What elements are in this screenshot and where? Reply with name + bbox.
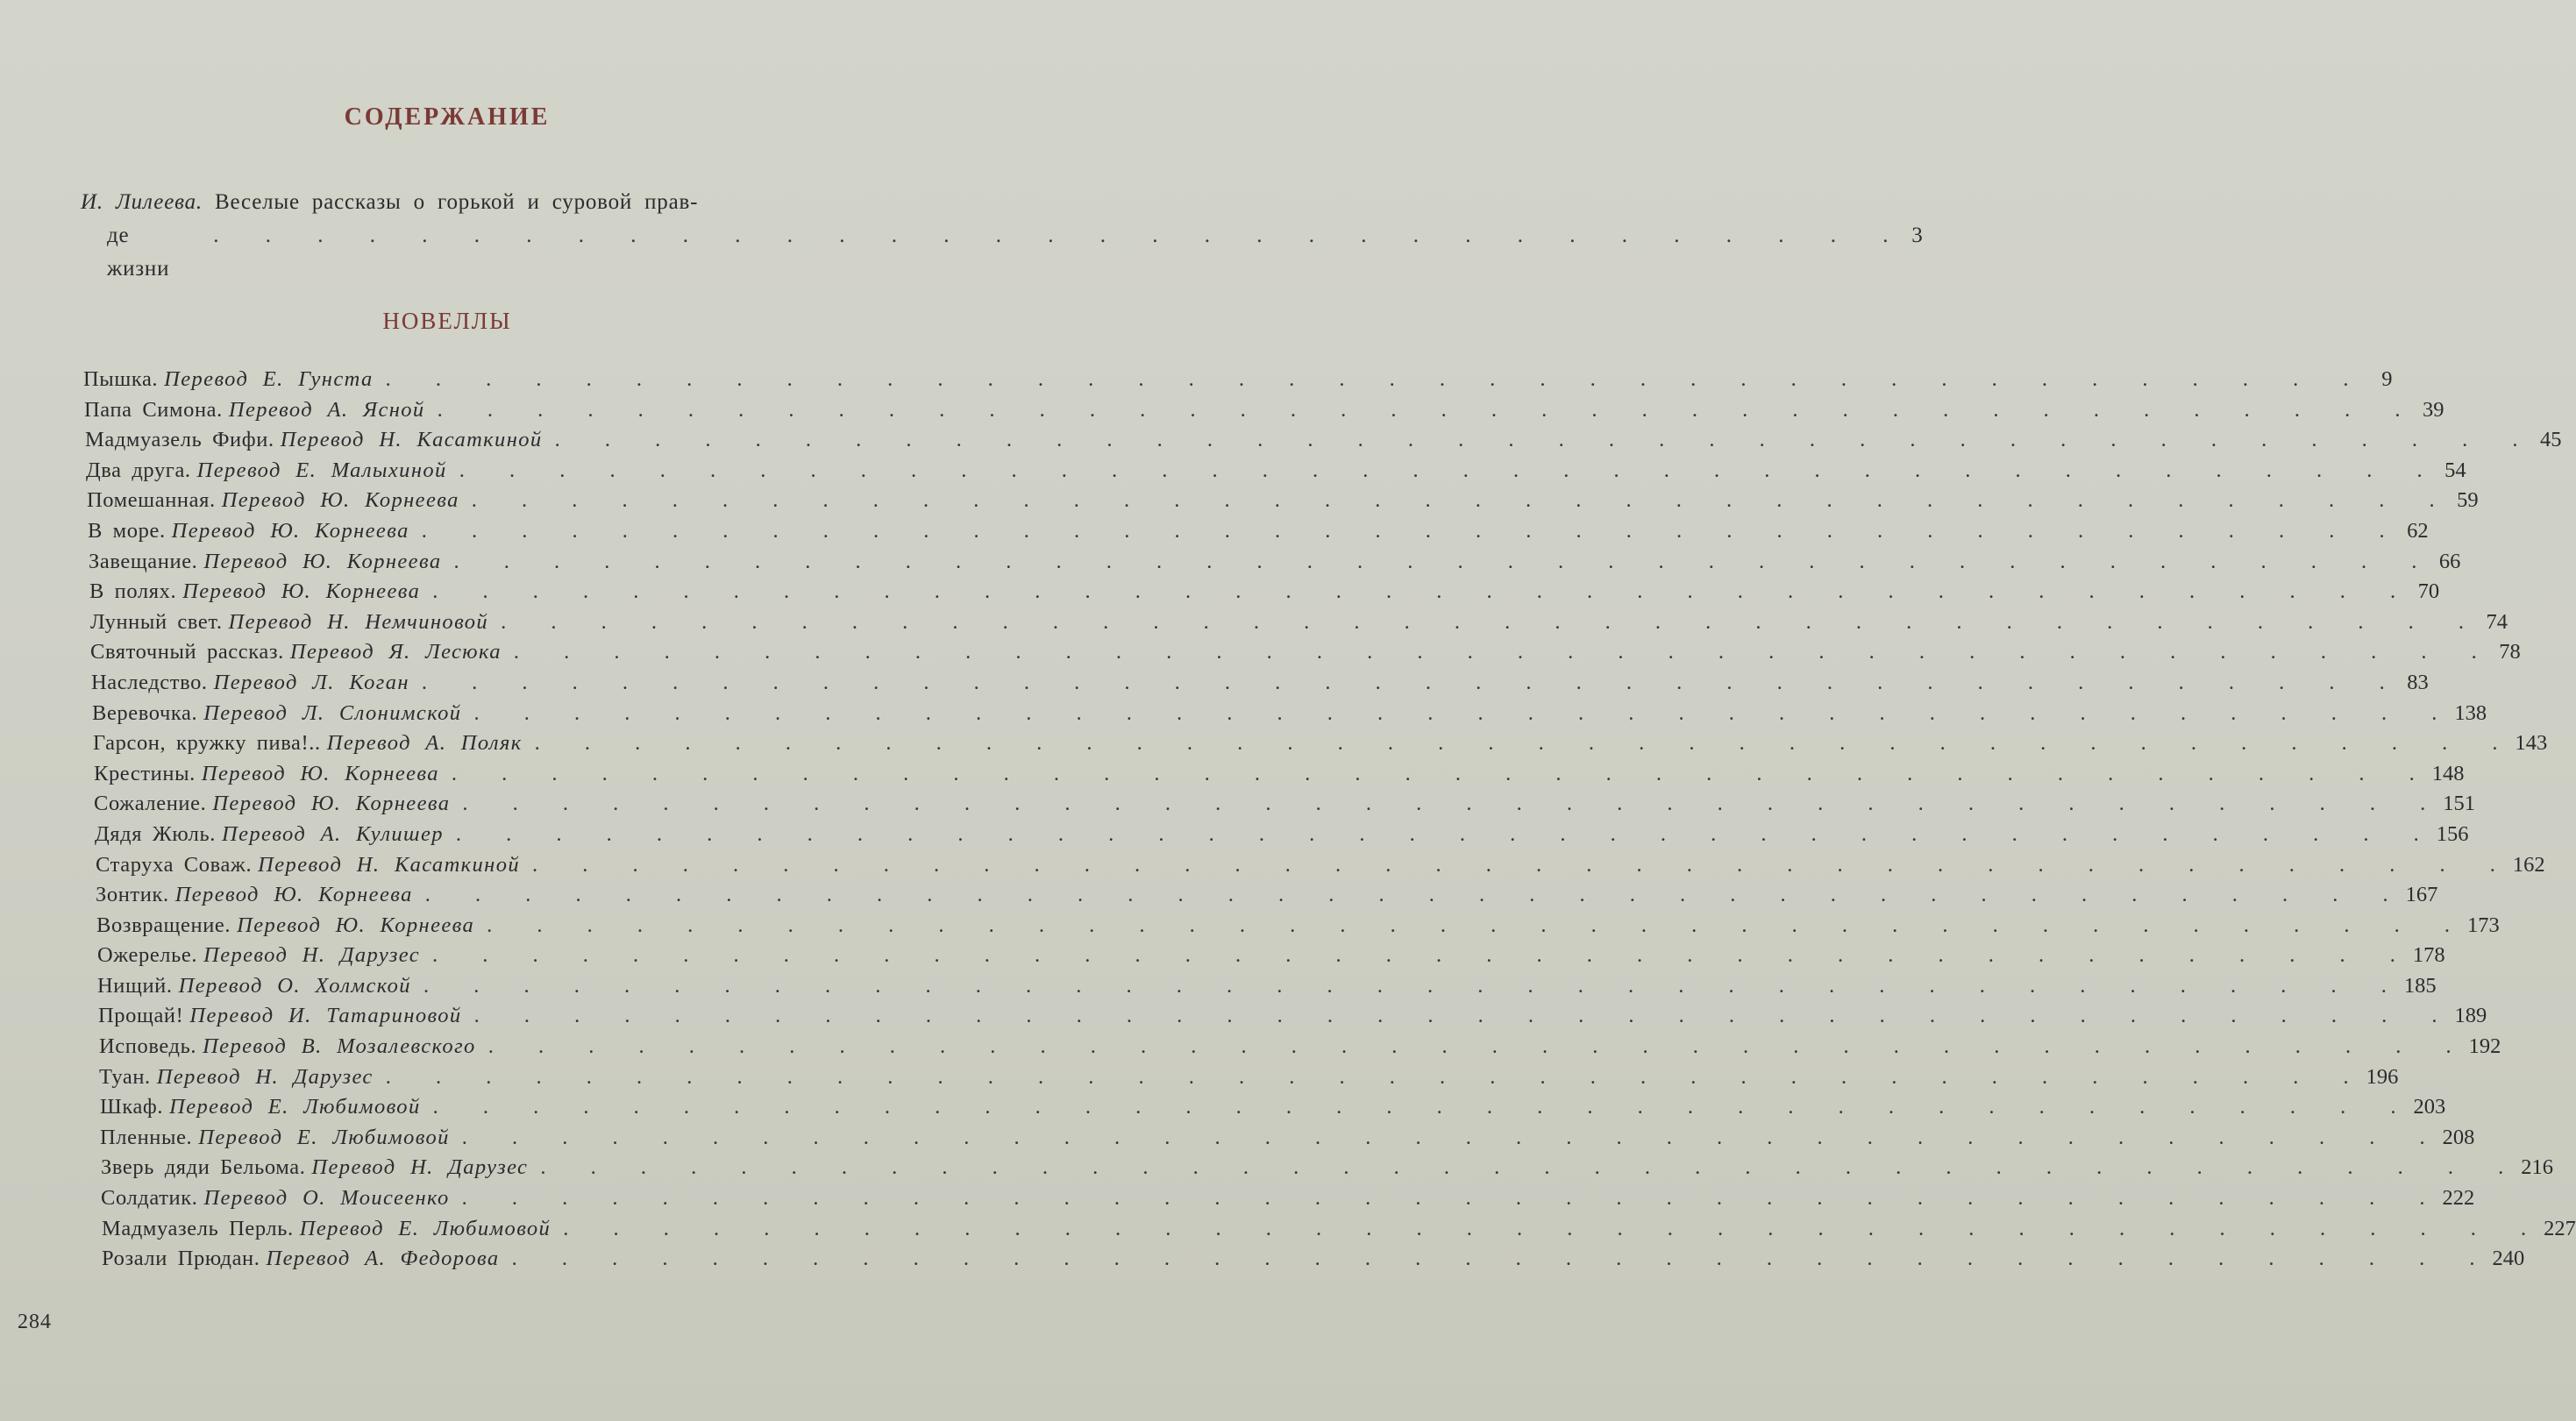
toc-entry xyxy=(83,1247,2525,1277)
entry-translator: Перевод Е. Любимовой xyxy=(198,1125,450,1149)
entry-page-number: 148 xyxy=(2431,761,2465,785)
entry-title: Солдатик. xyxy=(101,1186,198,1211)
entry-title: Возвращение. xyxy=(96,913,231,937)
dot-leader: . . . . . . . . . . . . . . . . . . . . . . . . . . . . . . . . . . . . . . . . xyxy=(437,397,2418,422)
toc-entry xyxy=(83,1186,2475,1217)
entry-page-number: 240 xyxy=(2492,1247,2525,1271)
entry-title: Старуха Соваж. xyxy=(96,852,253,877)
dot-leader: . . . . . . . . . . . . . . . . . . . . . . . . . . . . . . . . . . . . . . . . xyxy=(432,943,2413,968)
entry-translator: Перевод Н. Немчиновой xyxy=(228,609,489,634)
dot-leader: . . . . . . . . . . . . . . . . . . . . . . . . . . . . . . . . . . . . . . . . xyxy=(432,579,2414,604)
toc-entry xyxy=(83,792,2475,822)
toc-entry xyxy=(83,640,2521,671)
toc-entry xyxy=(83,1034,2501,1065)
dot-leader: . . . . . . . . . . . . . . . . . . . . . . . . . . . . . . . . . . . . . . . . xyxy=(462,792,2444,816)
toc-entry xyxy=(83,852,2545,884)
entry-translator: Перевод А. Кулишер xyxy=(222,821,444,846)
section-title: НОВЕЛЛЫ xyxy=(382,308,512,334)
entry-translator: Перевод Я. Лесюка xyxy=(289,640,502,664)
entry-translator: Перевод О. Холмской xyxy=(178,973,411,998)
toc-entry xyxy=(83,1155,2553,1186)
dot-leader: . . . . . . . . . . . . . . . . . . . . . . . . . . . . . . . . . . . . . . . . xyxy=(461,1125,2443,1149)
toc-entry xyxy=(83,943,2445,974)
entry-translator: Перевод Л. Коган xyxy=(213,670,409,694)
dot-leader: . . . . . . . . . . . . . . . . . . . . . . . . . . . . . . . . . . . . . . . . xyxy=(540,1155,2522,1180)
intro-line-2 xyxy=(81,219,1924,286)
entry-translator: Перевод Ю. Корнеева xyxy=(174,883,413,907)
dot-leader: . . . . . . . . . . . . . . . . . . . . . . . . . . . . . . . . . . . . . . . . xyxy=(511,1247,2493,1271)
entry-page-number: 59 xyxy=(2457,488,2479,513)
entry-page-number: 143 xyxy=(2515,731,2548,756)
entry-title: Помешанная. xyxy=(87,488,216,513)
entry-title: Туан. xyxy=(99,1064,151,1089)
entry-translator: Перевод Ю. Корнеева xyxy=(221,488,459,513)
entry-title: Сожаление. xyxy=(94,792,207,816)
dot-leader: . . . . . . . . . . . . . . . . . . . . . . . . . . . . . . . . . . . . . . . . xyxy=(473,1004,2455,1028)
intro-author: И. Лилеева. xyxy=(81,190,203,214)
entry-page-number: 227 xyxy=(2544,1216,2576,1240)
entry-translator: Перевод Е. Малыхиной xyxy=(196,458,447,482)
entry-translator: Перевод Н. Касаткиной xyxy=(258,852,521,877)
entry-translator: Перевод Л. Слонимской xyxy=(203,700,462,725)
page-title: СОДЕРЖАНИЕ xyxy=(344,103,551,131)
dot-leader: . . . . . . . . . . . . . . . . . . . . . . . . . . . . . . . . . . . . . . . . xyxy=(421,518,2402,543)
entry-title: Прощай! xyxy=(98,1004,184,1028)
dot-leader: . . . . . . . . . . . . . . . . . . . . . . . . . . . . . . . . . . . . . . . . xyxy=(423,973,2404,998)
toc-entry xyxy=(83,549,2461,580)
toc-entry xyxy=(83,1064,2399,1096)
entry-title: Зонтик. xyxy=(96,883,169,907)
dot-leader: . . . . . . . . . . . . . . . . . . . . . . . . . . . . . . . . . . . . . . . . xyxy=(424,883,2406,907)
dot-leader: . . . . . . . . . . . . . . . . . . . . . . . . . . . . . . . . . . . . . . . . xyxy=(532,852,2513,877)
entry-translator: Перевод Ю. Корнеева xyxy=(203,549,442,573)
entry-page-number: 178 xyxy=(2412,943,2445,968)
toc-entry xyxy=(83,670,2429,701)
entry-title: Шкаф. xyxy=(100,1095,164,1119)
dot-leader: . . . . . . . . . . . . . . . . . . . . . . . . . . . . . . . . . xyxy=(213,224,1906,247)
toc-entry xyxy=(83,518,2429,550)
entry-page-number: 156 xyxy=(2436,821,2469,846)
entry-title: Пленные. xyxy=(100,1125,193,1149)
entry-title: Два друга. xyxy=(86,458,191,482)
entry-page-number: 216 xyxy=(2521,1155,2553,1180)
entry-title: Крестины. xyxy=(94,761,196,785)
intro-page-number: 3 xyxy=(1911,224,1924,247)
dot-leader: . . . . . . . . . . . . . . . . . . . . . . . . . . . . . . . . . . . . . . . . xyxy=(501,609,2481,634)
entry-title: Мадмуазель Перль. xyxy=(102,1216,294,1240)
dot-leader: . . . . . . . . . . . . . . . . . . . . . . . . . . . . . . . . . . . . . . . . xyxy=(432,1095,2414,1119)
dot-leader: . . . . . . . . . . . . . . . . . . . . . . . . . . . . . . . . . . . . . . . . xyxy=(421,670,2402,694)
entry-title: Розали Прюдан. xyxy=(102,1247,260,1271)
dot-leader: . . . . . . . . . . . . . . . . . . . . . . . . . . . . . . . . . . . . . . . . xyxy=(473,700,2455,725)
entry-title: Лунный свет. xyxy=(90,609,223,634)
toc-entry xyxy=(83,883,2438,913)
entry-page-number: 78 xyxy=(2499,640,2521,664)
entry-translator: Перевод А. Федорова xyxy=(266,1247,500,1271)
entry-title: Святочный рассказ. xyxy=(90,640,284,664)
entry-page-number: 162 xyxy=(2512,852,2545,877)
entry-page-number: 189 xyxy=(2454,1004,2487,1028)
dot-leader: . . . . . . . . . . . . . . . . . . . . . . . . . . . . . . . . . . . . . . . . xyxy=(385,1064,2366,1089)
entry-title: В море. xyxy=(88,518,166,543)
entry-translator: Перевод В. Мозалевского xyxy=(203,1034,476,1059)
entry-page-number: 167 xyxy=(2405,883,2438,907)
toc-entry xyxy=(83,609,2508,641)
entry-title: Завещание. xyxy=(89,549,198,573)
dot-leader: . . . . . . . . . . . . . . . . . . . . . . . . . . . . . . . . . . . . . . . . xyxy=(459,458,2440,482)
entry-page-number: 45 xyxy=(2539,428,2562,452)
entry-title: Наследство. xyxy=(91,670,208,694)
entry-translator: Перевод Ю. Корнеева xyxy=(237,913,475,937)
dot-leader: . . . . . . . . . . . . . . . . . . . . . . . . . . . . . . . . . . . . . . . . xyxy=(385,367,2366,391)
intro-entry xyxy=(81,186,1924,286)
entry-translator: Перевод Ю. Корнеева xyxy=(201,761,439,785)
dot-leader: . . . . . . . . . . . . . . . . . . . . . . . . . . . . . . . . . . . . . . . . xyxy=(451,761,2432,785)
dot-leader: . . . . . . . . . . . . . . . . . . . . . . . . . . . . . . . . . . . . . . . . xyxy=(534,731,2516,756)
entry-translator: Перевод О. Моисеенко xyxy=(203,1186,450,1211)
toc-list xyxy=(83,367,2576,1277)
toc-entry xyxy=(83,761,2465,792)
entry-title: В полях. xyxy=(89,579,177,604)
dot-leader: . . . . . . . . . . . . . . . . . . . . . . . . . . . . . . . . . . . . . . . . xyxy=(513,640,2494,664)
entry-page-number: 66 xyxy=(2438,549,2461,573)
dot-leader: . . . . . . . . . . . . . . . . . . . . . . . . . . . . . . . . . . . . . . . . xyxy=(563,1216,2544,1240)
entry-translator: Перевод Ю. Корнеева xyxy=(171,518,409,543)
entry-title: Зверь дяди Бельома. xyxy=(101,1155,306,1180)
entry-page-number: 138 xyxy=(2454,700,2487,725)
entry-title: Дядя Жюль. xyxy=(95,821,217,846)
entry-translator: Перевод Е. Гунста xyxy=(164,367,374,391)
entry-title: Исповедь. xyxy=(99,1034,197,1059)
entry-page-number: 74 xyxy=(2486,609,2508,634)
toc-entry xyxy=(83,973,2437,1005)
entry-translator: Перевод А. Поляк xyxy=(326,731,523,756)
dot-leader: . . . . . . . . . . . . . . . . . . . . . . . . . . . . . . . . . . . . . . . . xyxy=(455,821,2437,846)
entry-title: Гарсон, кружку пива!.. xyxy=(93,731,321,756)
toc-entry xyxy=(83,1216,2576,1247)
toc-entry xyxy=(83,397,2444,429)
entry-translator: Перевод Н. Касаткиной xyxy=(280,428,543,452)
toc-entry xyxy=(83,488,2479,519)
toc-entry xyxy=(83,428,2562,458)
intro-text-line2: де жизни xyxy=(107,224,170,281)
entry-translator: Перевод Н. Дарузес xyxy=(156,1064,374,1089)
entry-page-number: 62 xyxy=(2407,518,2429,543)
entry-page-number: 70 xyxy=(2417,579,2440,604)
entry-translator: Перевод И. Татариновой xyxy=(189,1004,462,1028)
entry-page-number: 192 xyxy=(2468,1034,2501,1059)
entry-page-number: 203 xyxy=(2413,1095,2446,1119)
entry-title: Ожерелье. xyxy=(97,943,198,968)
entry-page-number: 196 xyxy=(2366,1064,2399,1089)
entry-translator: Перевод Е. Любимовой xyxy=(169,1095,421,1119)
entry-translator: Перевод Н. Дарузес xyxy=(311,1155,529,1180)
entry-page-number: 9 xyxy=(2381,367,2393,391)
entry-title: Папа Симона. xyxy=(84,397,223,422)
entry-title: Веревочка. xyxy=(92,700,198,725)
toc-entry xyxy=(83,1095,2446,1126)
entry-translator: Перевод Н. Дарузес xyxy=(203,943,421,968)
dot-leader: . . . . . . . . . . . . . . . . . . . . . . . . . . . . . . . . . . . . . . . . xyxy=(453,549,2435,573)
entry-translator: Перевод Е. Любимовой xyxy=(299,1216,551,1240)
dot-leader: . . . . . . . . . . . . . . . . . . . . . . . . . . . . . . . . . . . . . . . . xyxy=(487,1034,2469,1059)
entry-page-number: 208 xyxy=(2442,1125,2475,1149)
entry-page-number: 222 xyxy=(2442,1186,2475,1211)
entry-title: Нищий. xyxy=(97,973,173,998)
dot-leader: . . . . . . . . . . . . . . . . . . . . . . . . . . . . . . . . . . . . . . . . xyxy=(461,1186,2443,1211)
entry-title: Мадмуазель Фифи. xyxy=(85,428,274,452)
toc-entry xyxy=(83,731,2548,762)
entry-translator: Перевод Ю. Корнеева xyxy=(182,579,421,604)
toc-entry xyxy=(83,579,2440,610)
entry-page-number: 185 xyxy=(2403,973,2437,998)
entry-page-number: 83 xyxy=(2407,670,2429,694)
dot-leader: . . . . . . . . . . . . . . . . . . . . . . . . . . . . . . . . . . . . . . . . xyxy=(471,488,2452,513)
intro-line-1 xyxy=(81,186,857,219)
toc-entry xyxy=(83,700,2487,732)
toc-entry xyxy=(83,367,2393,398)
entry-page-number: 39 xyxy=(2422,397,2444,422)
toc-entry xyxy=(83,1125,2475,1156)
entry-page-number: 151 xyxy=(2443,792,2475,816)
page-folio: 284 xyxy=(18,1311,52,1333)
toc-entry xyxy=(83,913,2500,944)
entry-translator: Перевод А. Ясной xyxy=(228,397,425,422)
entry-title: Пышка. xyxy=(83,367,159,391)
toc-entry xyxy=(83,1004,2487,1034)
toc-entry xyxy=(83,821,2469,853)
entry-translator: Перевод Ю. Корнеева xyxy=(212,792,451,816)
entry-page-number: 173 xyxy=(2467,913,2500,937)
dot-leader: . . . . . . . . . . . . . . . . . . . . . . . . . . . . . . . . . . . . . . . . xyxy=(487,913,2468,937)
intro-text-line1: Веселые рассказы о горькой и суровой прав- xyxy=(215,190,699,214)
entry-page-number: 54 xyxy=(2444,458,2466,482)
toc-entry xyxy=(83,458,2466,489)
dot-leader: . . . . . . . . . . . . . . . . . . . . . . . . . . . . . . . . . . . . . . . . xyxy=(554,428,2536,452)
